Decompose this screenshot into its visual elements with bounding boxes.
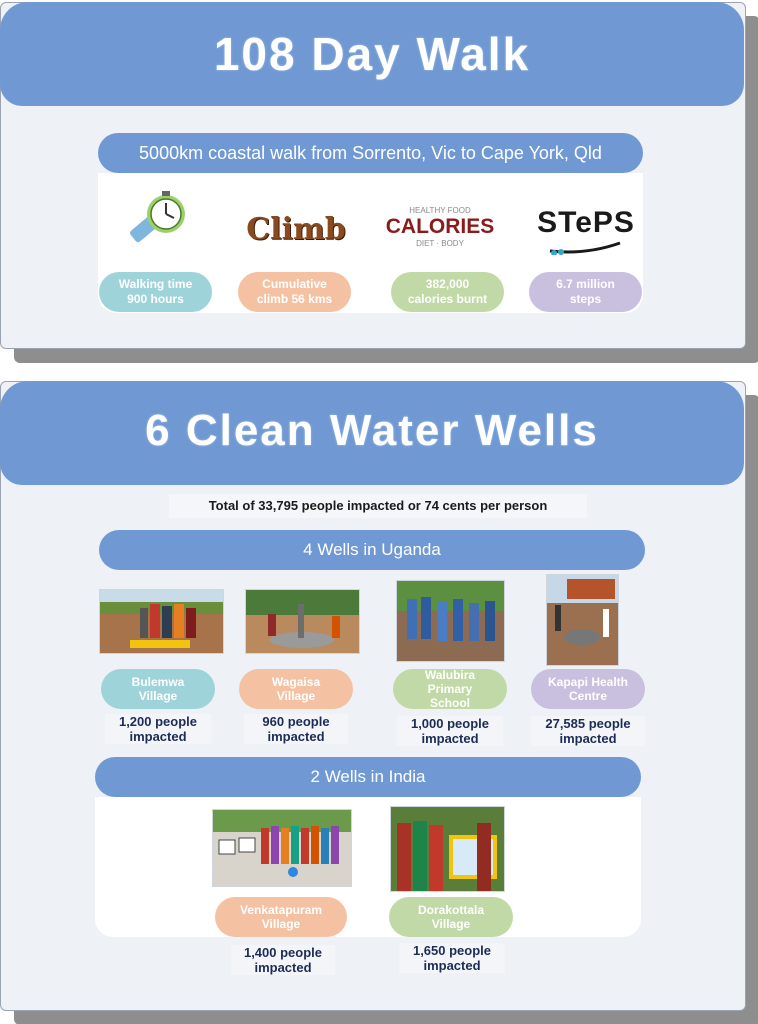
village-dorakottala: Dorakottala Village [389, 897, 513, 937]
photo-venkatapuram [212, 809, 352, 887]
wells-total: Total of 33,795 people impacted or 74 cents per person [169, 494, 587, 518]
wells-title: 6 Clean Water Wells [0, 381, 744, 485]
village-walubira: Walubira Primary School [393, 669, 507, 709]
wells-panel [0, 381, 746, 1011]
impact-walubira: 1,000 people impacted [397, 716, 503, 746]
impact-venkatapuram: 1,400 people impacted [231, 945, 335, 975]
stat-steps: 6.7 million steps [529, 272, 642, 312]
stat-calories: 382,000 calories burnt [391, 272, 504, 312]
impact-wagaisa: 960 people impacted [244, 714, 348, 744]
stat-climb: Cumulative climb 56 kms [238, 272, 351, 312]
village-kapapi: Kapapi Health Centre [531, 669, 645, 709]
village-wagaisa: Wagaisa Village [239, 669, 353, 709]
walk-panel [0, 2, 746, 349]
photo-dorakottala [390, 806, 505, 892]
climb-icon: Climb [246, 211, 346, 247]
impact-bulemwa: 1,200 people impacted [105, 714, 211, 744]
impact-kapapi: 27,585 people impacted [531, 716, 645, 746]
photo-kapapi [546, 574, 619, 666]
india-heading: 2 Wells in India [95, 757, 641, 797]
uganda-heading: 4 Wells in Uganda [99, 530, 645, 570]
walk-title: 108 Day Walk [0, 2, 744, 106]
photo-wagaisa [245, 589, 360, 654]
village-venkatapuram: Venkatapuram Village [215, 897, 347, 937]
calories-icon: HEALTHY FOOD CALORIES DIET · BODY [385, 206, 495, 248]
photo-walubira [396, 580, 505, 662]
steps-icon: STePS [531, 199, 641, 263]
photo-bulemwa [99, 589, 224, 654]
impact-dorakottala: 1,650 people impacted [399, 943, 505, 973]
stat-walking-time: Walking time 900 hours [99, 272, 212, 312]
india-area [95, 797, 641, 937]
walk-subtitle: 5000km coastal walk from Sorrento, Vic to Cape York, Qld [98, 133, 643, 173]
village-bulemwa: Bulemwa Village [101, 669, 215, 709]
stopwatch-icon [123, 187, 195, 259]
